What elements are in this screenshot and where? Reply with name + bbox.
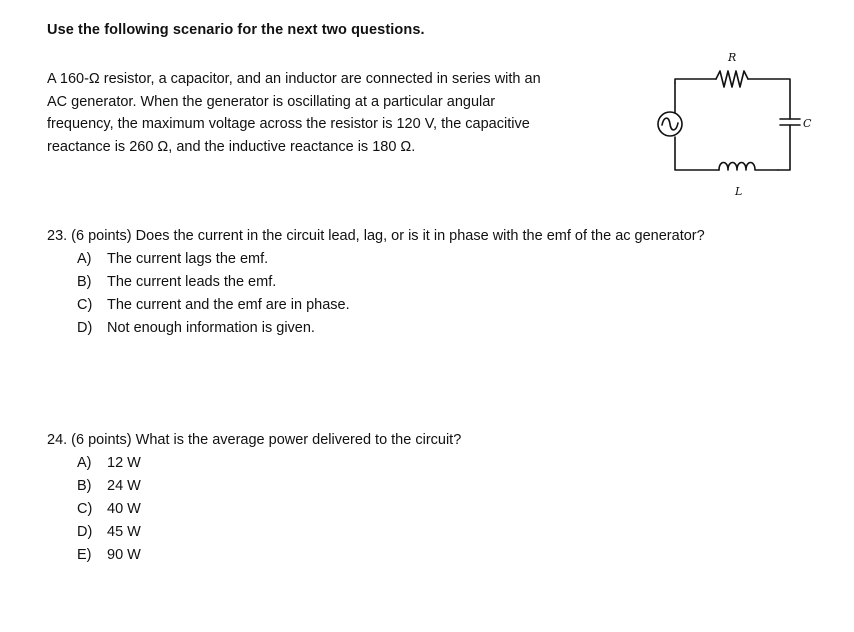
scenario-text [47, 68, 647, 158]
scenario-line: frequency, the maximum voltage across the resistor is 120 V, the capacitive [47, 116, 530, 132]
label-R: R [728, 51, 737, 64]
question-23 [47, 225, 847, 340]
option-letter: E) [77, 546, 92, 563]
option-letter: B) [77, 477, 92, 494]
option-text: The current lags the emf. [107, 250, 269, 267]
answer-option[interactable] [47, 498, 847, 521]
scenario-line: A 160-Ω resistor, a capacitor, and an inductor are connected in series with an [47, 71, 541, 87]
answer-option[interactable] [47, 248, 847, 271]
rlc-circuit-diagram [640, 44, 820, 204]
option-text: 40 W [107, 500, 141, 517]
capacitor-symbol [780, 119, 800, 125]
answer-option[interactable] [47, 475, 847, 498]
question-stem: 23. (6 points) Does the current in the circuit lead, lag, or is it in phase with the emf of the ac generator? [47, 228, 705, 244]
option-letter: D) [77, 319, 93, 336]
scenario-line: reactance is 260 Ω, and the inductive reactance is 180 Ω. [47, 138, 416, 155]
label-C: C [803, 117, 812, 130]
answer-option[interactable] [47, 271, 847, 294]
resistor-symbol [716, 71, 748, 87]
wire-top-left [675, 79, 716, 83]
option-text: The current leads the emf. [107, 273, 277, 290]
option-letter: A) [77, 454, 92, 471]
option-text: The current and the emf are in phase. [107, 296, 350, 313]
answer-option[interactable] [47, 452, 847, 475]
option-letter: C) [77, 500, 93, 517]
wire-top-right [748, 79, 790, 119]
option-letter: C) [77, 296, 93, 313]
option-text: 90 W [107, 546, 141, 563]
option-text: 12 W [107, 454, 141, 471]
answer-option[interactable] [47, 521, 847, 544]
answer-option[interactable] [47, 317, 847, 340]
wire-right-lower [778, 125, 790, 170]
scenario-line: AC generator. When the generator is oscillating at a particular angular [47, 93, 496, 110]
option-letter: D) [77, 523, 93, 540]
wire-bottom-left [675, 137, 719, 170]
label-L: L [735, 185, 743, 198]
option-letter: B) [77, 273, 92, 290]
question-24 [47, 429, 847, 567]
scenario-heading: Use the following scenario for the next two questions. [47, 22, 425, 38]
option-letter: A) [77, 250, 92, 267]
inductor-symbol [719, 163, 778, 171]
ac-wave-icon [662, 118, 678, 130]
answer-option[interactable] [47, 294, 847, 317]
option-text: 45 W [107, 523, 141, 540]
option-text: Not enough information is given. [107, 319, 315, 336]
option-text: 24 W [107, 477, 141, 494]
answer-option[interactable] [47, 544, 847, 567]
question-stem: 24. (6 points) What is the average power delivered to the circuit? [47, 432, 462, 448]
